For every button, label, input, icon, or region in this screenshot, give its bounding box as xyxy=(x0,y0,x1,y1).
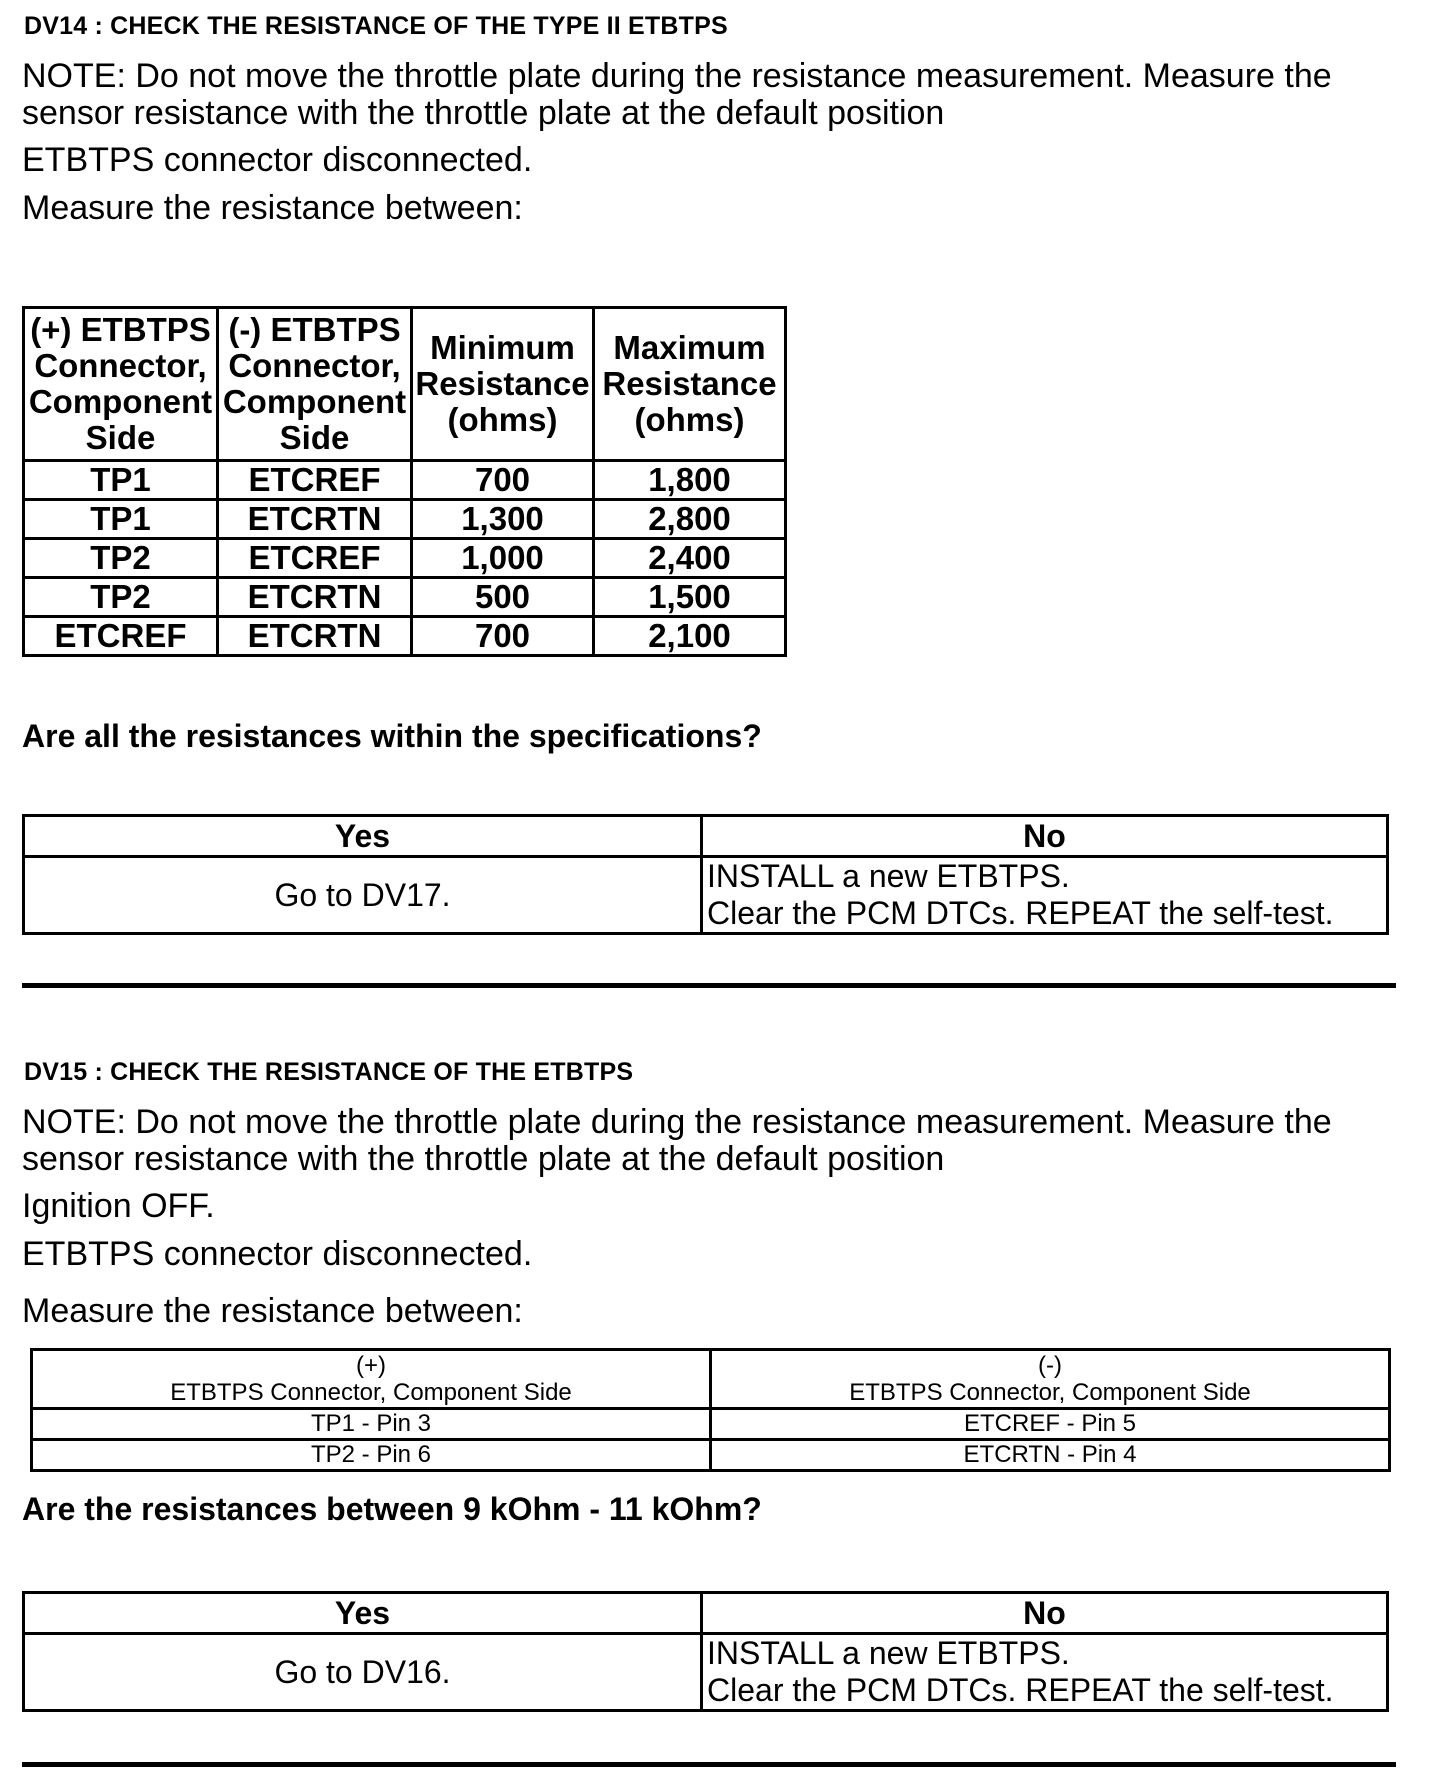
table-cell: ETCRTN xyxy=(218,617,412,656)
dv15-connector-table xyxy=(30,1348,1391,1472)
table-cell: TP2 xyxy=(24,578,218,617)
dv14-note-line2: sensor resistance with the throttle plate at the default position xyxy=(22,94,945,132)
yes-action-link[interactable]: Go to DV17. xyxy=(24,857,702,934)
table-header-row xyxy=(32,1350,1390,1409)
table-cell: TP2 - Pin 6 xyxy=(32,1440,711,1471)
table-cell: ETCREF xyxy=(218,461,412,500)
table-header-row xyxy=(24,308,786,461)
table-cell: TP1 xyxy=(24,461,218,500)
header-negative-connector: (-) ETBTPS Connector, Component Side xyxy=(711,1350,1390,1409)
table-cell: TP2 xyxy=(24,539,218,578)
table-cell: 2,800 xyxy=(594,500,786,539)
section-divider xyxy=(22,1762,1396,1767)
dv15-instruction-2: ETBTPS connector disconnected. xyxy=(22,1235,533,1273)
dv15-note xyxy=(22,1104,1332,1178)
table-cell: TP1 - Pin 3 xyxy=(32,1409,711,1440)
no-action-line1: INSTALL a new ETBTPS. xyxy=(707,1635,1070,1671)
yes-header: Yes xyxy=(24,816,702,857)
dv15-note-line1: NOTE: Do not move the throttle plate during the resistance measurement. Measure the xyxy=(22,1103,1332,1141)
table-cell: ETCREF xyxy=(24,617,218,656)
table-cell: 2,400 xyxy=(594,539,786,578)
no-header: No xyxy=(702,816,1388,857)
table-cell: ETCREF - Pin 5 xyxy=(711,1409,1390,1440)
table-cell: 1,000 xyxy=(412,539,594,578)
no-action xyxy=(702,1634,1388,1711)
dv15-instruction-1: Ignition OFF. xyxy=(22,1187,215,1225)
dv15-question: Are the resistances between 9 kOhm - 11 kOhm? xyxy=(22,1491,762,1527)
table-cell: 1,300 xyxy=(412,500,594,539)
table-row xyxy=(24,500,786,539)
table-row xyxy=(24,617,786,656)
dv15-note-line2: sensor resistance with the throttle plate at the default position xyxy=(22,1140,945,1178)
header-negative-connector: (-) ETBTPS Connector, Component Side xyxy=(218,308,412,461)
dv15-yes-no-table xyxy=(22,1591,1389,1712)
dv14-title: DV14 : CHECK THE RESISTANCE OF THE TYPE II ETBTPS xyxy=(24,12,728,40)
no-action-line1: INSTALL a new ETBTPS. xyxy=(707,858,1070,894)
table-cell: 2,100 xyxy=(594,617,786,656)
dv14-instruction-2: Measure the resistance between: xyxy=(22,189,523,227)
table-cell: ETCRTN - Pin 4 xyxy=(711,1440,1390,1471)
yes-header: Yes xyxy=(24,1593,702,1634)
table-row xyxy=(24,578,786,617)
table-cell: 700 xyxy=(412,461,594,500)
table-cell: TP1 xyxy=(24,500,218,539)
table-cell: ETCRTN xyxy=(218,500,412,539)
table-row xyxy=(32,1440,1390,1471)
table-cell: ETCRTN xyxy=(218,578,412,617)
dv15-instruction-3: Measure the resistance between: xyxy=(22,1292,523,1330)
header-positive-connector: (+) ETBTPS Connector, Component Side xyxy=(24,308,218,461)
table-cell: 700 xyxy=(412,617,594,656)
header-positive-connector: (+) ETBTPS Connector, Component Side xyxy=(32,1350,711,1409)
dv14-yes-no-table xyxy=(22,814,1389,935)
table-cell: ETCREF xyxy=(218,539,412,578)
dv14-question: Are all the resistances within the specifications? xyxy=(22,718,762,754)
header-maximum-resistance: Maximum Resistance (ohms) xyxy=(594,308,786,461)
table-cell: 1,500 xyxy=(594,578,786,617)
table-row xyxy=(32,1409,1390,1440)
dv14-note xyxy=(22,58,1332,132)
section-divider xyxy=(22,983,1396,988)
no-header: No xyxy=(702,1593,1388,1634)
table-row xyxy=(24,539,786,578)
dv14-note-line1: NOTE: Do not move the throttle plate during the resistance measurement. Measure the xyxy=(22,57,1332,95)
no-action xyxy=(702,857,1388,934)
no-action-line2: Clear the PCM DTCs. REPEAT the self-test. xyxy=(707,895,1334,931)
header-minimum-resistance: Minimum Resistance (ohms) xyxy=(412,308,594,461)
dv15-title: DV15 : CHECK THE RESISTANCE OF THE ETBTPS xyxy=(24,1058,634,1086)
yes-action-link[interactable]: Go to DV16. xyxy=(24,1634,702,1711)
table-row xyxy=(24,461,786,500)
no-action-line2: Clear the PCM DTCs. REPEAT the self-test. xyxy=(707,1672,1334,1708)
dv14-instruction-1: ETBTPS connector disconnected. xyxy=(22,141,533,179)
table-cell: 1,800 xyxy=(594,461,786,500)
table-cell: 500 xyxy=(412,578,594,617)
dv14-resistance-table xyxy=(22,306,787,657)
